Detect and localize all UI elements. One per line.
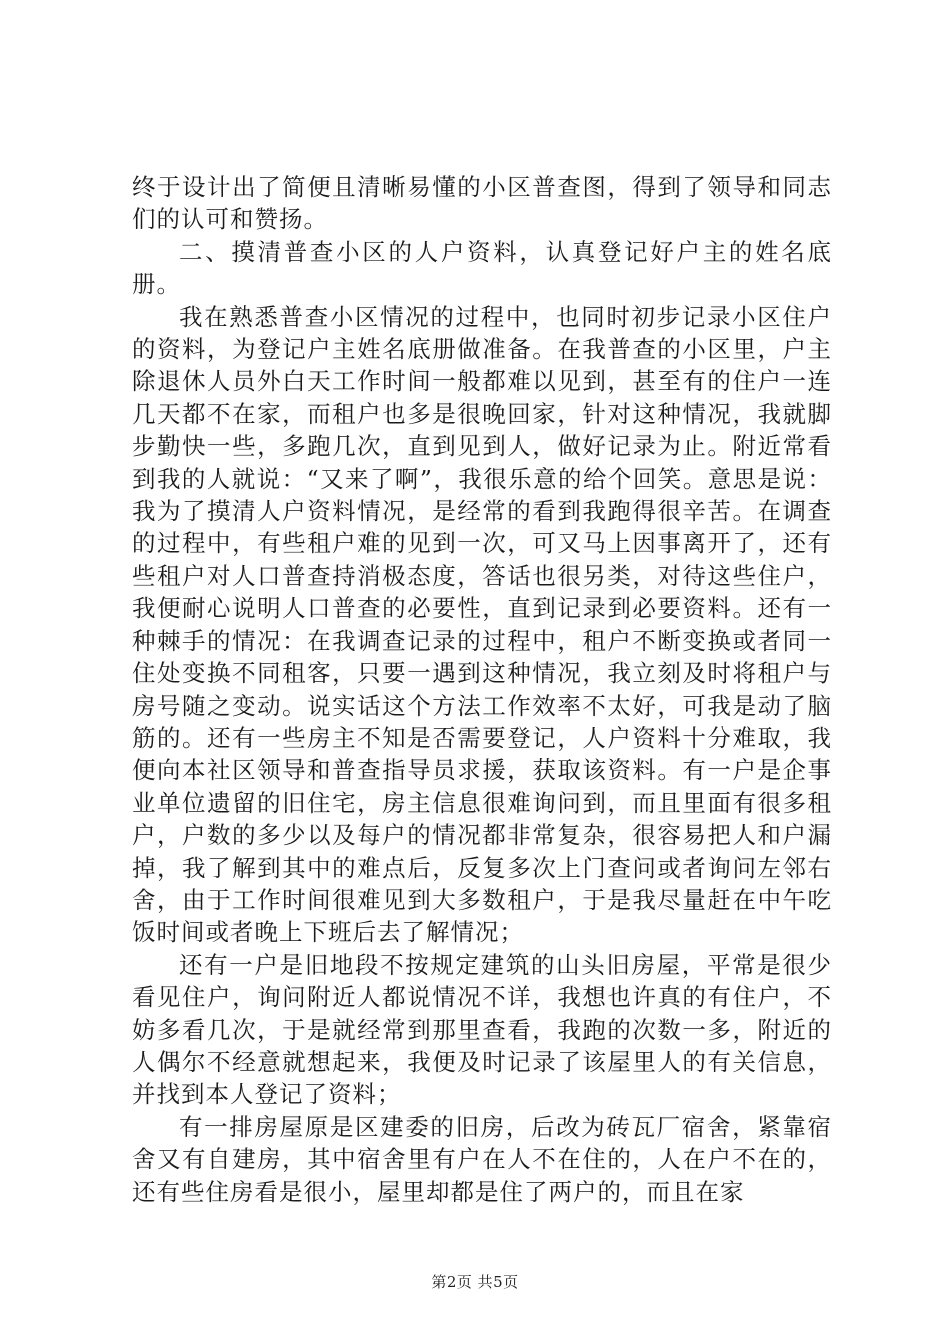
paragraph-dormitory: 有一排房屋原是区建委的旧房，后改为砖瓦厂宿舍，紧靠宿舍又有自建房，其中宿舍里有户在人不在住的，人在户不在的，还有些住房看是很小，屋里却都是住了两户的，而且在家 [132, 1112, 832, 1206]
paragraph-old-house: 还有一户是旧地段不按规定建筑的山头旧房屋，平常是很少看见住户，询问附近人都说情况不详，我想也许真的有住户，不妨多看几次，于是就经常到那里查看，我跑的次数一多，附近的人偶尔不经意就想起来，我便及时记录了该屋里人的有关信息，并找到本人登记了资料； [132, 950, 832, 1109]
paragraph-continuation: 终于设计出了简便且清晰易懂的小区普查图，得到了领导和同志们的认可和赞扬。 [132, 173, 832, 234]
paragraph-household-records: 我在熟悉普查小区情况的过程中，也同时初步记录小区住户的资料，为登记户主姓名底册做准备。在我普查的小区里，户主除退休人员外白天工作时间一般都难以见到，甚至有的住户一连几天都不在家，而租户也多是很晚回家，针对这种情况，我就脚步勤快一些，多跑几次，直到见到人，做好记录为止。附近常看到我的人就说：“又来了啊”，我很乐意的给个回笑。意思是说：我为了摸清人户资料情况，是经常的看到我跑得很辛苦。在调查的过程中，有些租户难的见到一次，可又马上因事离开了，还有些租户对人口普查持消极态度，答话也很另类，对待这些住户，我便耐心说明人口普查的必要性，直到记录到必要资料。还有一种棘手的情况：在我调查记录的过程中，租户不断变换或者同一住处变换不同租客，只要一遇到这种情况，我立刻及时将租户与房号随之变动。说实话这个方法工作效率不太好，可我是动了脑筋的。还有一些房主不知是否需要登记，人户资料十分难取，我便向本社区领导和普查指导员求援，获取该资料。有一户是企事业单位遗留的旧住宅，房主信息很难询问到，而且里面有很多租户，户数的多少以及每户的情况都非常复杂，很容易把人和户漏掉，我了解到其中的难点后，反复多次上门查问或者询问左邻右舍，由于工作时间很难见到大多数租户，于是我尽量赶在中午吃饭时间或者晚上下班后去了解情况； [132, 302, 832, 947]
page-number-footer: 第2页 共5页 [431, 1273, 519, 1291]
document-body [132, 171, 832, 1208]
paragraph-section-heading: 二、摸清普查小区的人户资料，认真登记好户主的姓名底册。 [132, 237, 832, 299]
